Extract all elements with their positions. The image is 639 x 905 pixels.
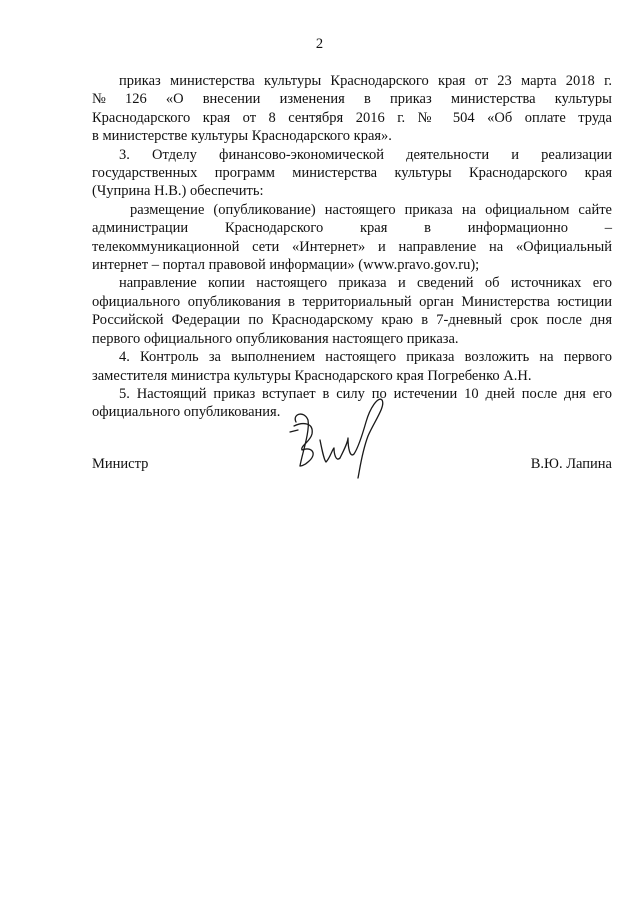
word: № (92, 91, 106, 108)
paragraph-publication (92, 201, 612, 275)
text-line: направление копии настоящего приказа и сведений об источниках его (119, 275, 612, 292)
page-number: 2 (315, 36, 324, 52)
text-line: размещение (опубликование) настоящего приказа на официальном сайте (130, 201, 612, 218)
paragraph-item-3 (92, 146, 612, 201)
text-line: 3. Отделу финансово-экономической деятельности и реализации (119, 146, 612, 163)
signature-block (92, 456, 612, 480)
word: в (363, 91, 371, 108)
text-line: администрации Краснодарского края в информационно – (92, 220, 612, 237)
word: 126 (124, 91, 147, 108)
paragraph-item-4 (92, 348, 612, 385)
text-line: интернет – портал правовой информации» (www.pravo.gov.ru); (92, 257, 480, 274)
text-line: (Чуприна Н.В.) обеспечить: (92, 183, 264, 200)
text-line: телекоммуникационной сети «Интернет» и направление на «Официальный (92, 238, 612, 255)
text-line: 5. Настоящий приказ вступает в силу по истечении 10 дней после дня его (119, 385, 612, 402)
text-line: официального опубликования в территориальный орган Министерства юстиции (92, 293, 612, 310)
signatory-name: В.Ю. Лапина (530, 456, 612, 472)
text-line: приказ министерства культуры Краснодарского края от 23 марта 2018 г. (119, 73, 612, 89)
signatory-title: Министр (92, 456, 149, 472)
word: министерства (450, 91, 536, 108)
word: изменения (279, 91, 345, 108)
document-body (92, 72, 612, 422)
paragraph-order-reference (92, 72, 612, 146)
text-line: первого официального опубликования настоящего приказа. (92, 330, 459, 347)
word: культуры (554, 91, 612, 108)
text-line (92, 90, 612, 108)
text-line: официального опубликования. (92, 404, 281, 421)
paragraph-copy-sending (92, 274, 612, 348)
text-line: 4. Контроль за выполнением настоящего приказа возложить на первого (119, 349, 612, 366)
text-line: государственных программ министерства культуры Краснодарского края (92, 165, 612, 182)
word: «О (165, 91, 184, 108)
word: приказ (389, 91, 432, 108)
word: внесении (202, 91, 261, 108)
text-line: заместителя министра культуры Краснодарского края Погребенко А.Н. (92, 367, 532, 384)
text-line: Краснодарского края от 8 сентября 2016 г. № 504 «Об оплате труда (92, 109, 612, 126)
text-line: в министерстве культуры Краснодарского края». (92, 128, 392, 145)
text-line: Российской Федерации по Краснодарскому краю в 7-дневный срок после дня (92, 312, 612, 329)
